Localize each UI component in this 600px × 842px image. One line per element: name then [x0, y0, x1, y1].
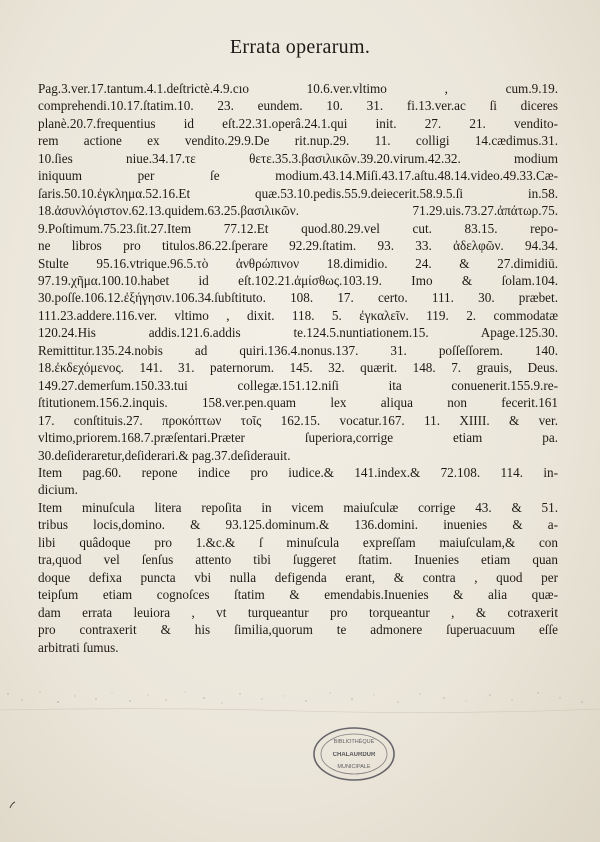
errata-text-block: [38, 80, 558, 656]
errata-line: dicium.: [38, 482, 78, 498]
stamp-text-middle: CHALAURDUR: [332, 752, 376, 758]
errata-line: Remittitur.135.24.nobis ad quiri.136.4.nonus.137. 31. poſſeſſorem. 140.: [38, 342, 558, 358]
errata-line: 97.19.χῆμα.100.10.habet id eſt.102.21.ἀμίσθως.103.19. Imo & ſolam.104.: [38, 272, 558, 288]
errata-line: 9.Poſtimum.75.23.ſit.27.Item 77.12.Et quod.80.29.vel cut. 83.15. repo-: [38, 220, 558, 236]
errata-line: teipſum etiam cognoſces ſtatim & emendabis.Inuenies & alia quæ-: [38, 587, 558, 603]
errata-line: arbitrati ſumus.: [38, 639, 119, 655]
errata-line: rem actione ex vendito.29.9.De rit.nup.29. 11. colligi 14.cædimus.31.: [38, 133, 558, 149]
errata-line: ſtitutionem.156.2.inquis. 158.ver.pen.quam lex aliqua non fecerit.161: [38, 395, 558, 411]
errata-line: comprehendi.10.17.ſtatim.10. 23. eundem. 10. 31. fi.13.ver.ac ſi diceres: [38, 98, 558, 114]
errata-line: libi quâdoque pro 1.&c.& ſ minuſcula expreſſam maiuſculam,& con: [38, 534, 558, 550]
errata-line: Item minuſcula litera repoſita in vicem maiuſculæ corrige 43. & 51.: [38, 499, 558, 515]
errata-line: ſaris.50.10.ἐγκλημα.52.16.Et quæ.53.10.pedis.55.9.deiecerit.58.9.5.ſi in.58.: [38, 185, 558, 201]
errata-line: iniquum per ſe modium.43.14.Miſi.43.17.aſtu.48.14.video.49.33.Cæ-: [38, 168, 558, 184]
errata-line: 18.ἐκδεχόμενος. 141. 31. paternorum. 145. 32. quærit. 148. 7. grauis, Deus.: [38, 360, 558, 376]
errata-line: doque defixa puncta vbi nulla defigenda erant, & contra , quod per: [38, 569, 558, 585]
errata-line: vltimo,priorem.168.7.præſentari.Præter ſuperiora,corrige etiam pa.: [38, 430, 558, 446]
errata-line: 30.deſideraretur,deſiderari.& pag.37.deſiderauit.: [38, 447, 291, 463]
errata-line: 111.23.addere.116.ver. vltimo , dixit. 118. 5. ἐγκαλεῖν. 119. 2. commodatæ: [38, 307, 558, 323]
stamp-text-top: BIBLIOTHÈQUE: [333, 739, 375, 745]
page-title: Errata operarum.: [229, 36, 371, 58]
errata-line: dam errata leuiora , vt turqueantur pro torqueantur , & cotraxerit: [38, 604, 558, 620]
library-stamp: [311, 725, 397, 783]
errata-line: Item pag.60. repone indice pro iudice.& 141.index.& 72.108. 114. in-: [38, 464, 558, 480]
errata-line: Pag.3.ver.17.tantum.4.1.deſtrictè.4.9.cıo 10.6.ver.vltimo , cum.9.19.: [38, 81, 558, 96]
errata-line: tribus locis,domino. & 93.125.dominum.& 136.domini. inuenies & a-: [38, 517, 558, 533]
errata-line: 149.27.demerſum.150.33.tui collegæ.151.12.niſi ita conuenerit.155.9.re-: [38, 377, 558, 393]
bleed-through-speckles: [0, 680, 600, 720]
ink-mark: [8, 800, 18, 810]
errata-line: 10.ſies niue.34.17.τε θετε.35.3.βασιλικῶν.39.20.virum.42.32. modium: [38, 150, 558, 166]
errata-line: Stulte 95.16.vtrique.96.5.τὸ ἀνθρώπινον 18.dimidio. 24. & 27.dimidiū.: [38, 255, 558, 271]
errata-line: 30.poſſe.106.12.ἐξήγησιν.106.34.ſubſtituto. 108. 17. certo. 111. 30. præbet.: [38, 290, 558, 306]
errata-line: 17. conſtituis.27. προκόπτων τοῖς 162.15. vocatur.167. 11. XIIII. & ver.: [38, 412, 558, 428]
errata-line: planè.20.7.frequentius id eſt.22.31.operâ.24.1.qui init. 27. 21. vendito-: [38, 115, 558, 131]
errata-line: ne libros pro titulos.86.22.ſperare 92.29.ſtatim. 93. 33. ἀδελφῶν. 94.34.: [38, 238, 558, 254]
stamp-text-bottom: MUNICIPALE: [337, 764, 371, 770]
errata-line: 120.24.His addis.121.6.addis te.124.5.nuntiationem.15. Apage.125.30.: [38, 325, 558, 341]
errata-line: tra,quod vel ſenſus attento tibi ſuggeret ſtatim. Inuenies etiam quan: [38, 552, 558, 568]
errata-line: 18.ἀσυνλόγιστον.62.13.quidem.63.25.βασιλικῶν. 71.29.uis.73.27.ἀπάτωρ.75.: [38, 203, 558, 219]
errata-line: pro contraxerit & his ſimilia,quorum te admonere ſuperuacuum eſſe: [38, 622, 558, 638]
